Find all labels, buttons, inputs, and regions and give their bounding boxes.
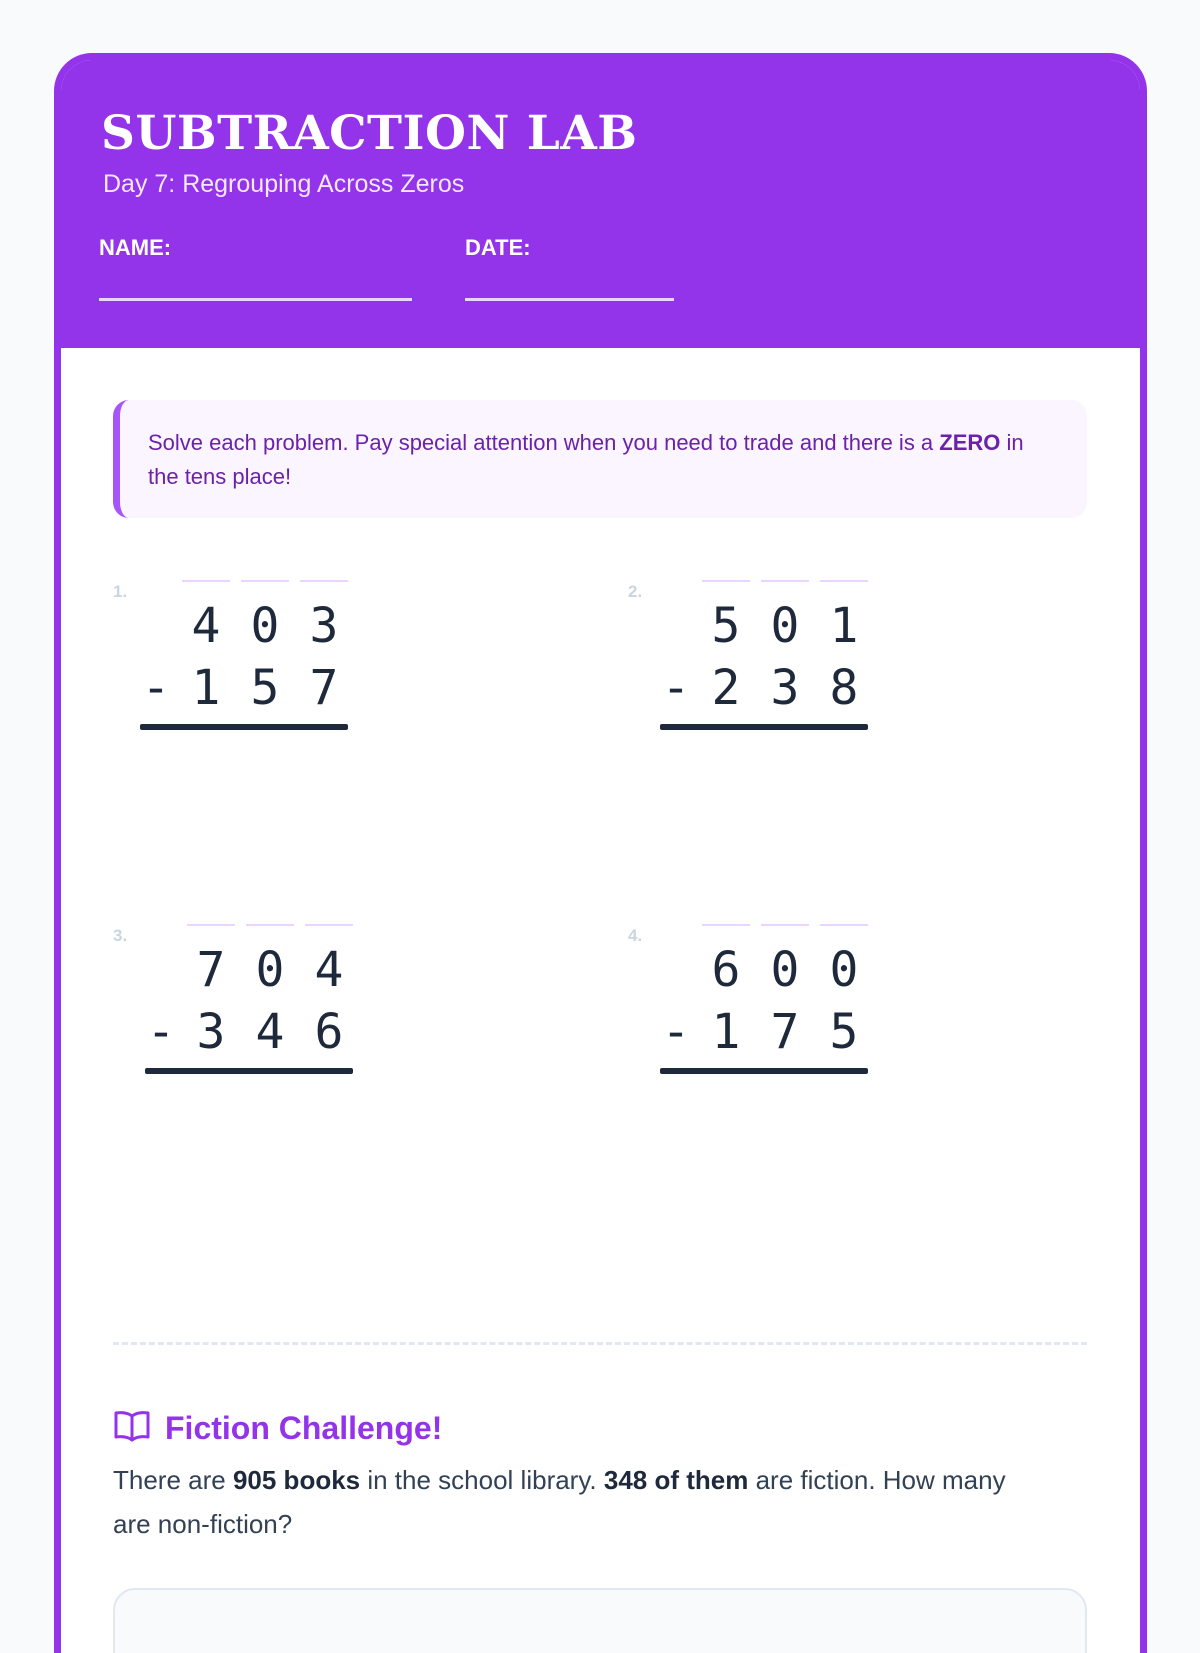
subtrahend-digit: 5 bbox=[829, 1004, 859, 1060]
problem-3 bbox=[113, 924, 413, 1124]
page-subtitle: Day 7: Regrouping Across Zeros bbox=[103, 170, 465, 198]
name-field[interactable] bbox=[99, 298, 412, 301]
story-text: in the school library. bbox=[360, 1465, 604, 1495]
story-emphasis: 348 of them bbox=[603, 1465, 749, 1495]
page-title: SUBTRACTION LAB bbox=[101, 106, 638, 161]
answer-line bbox=[140, 724, 348, 730]
story-emphasis: 905 books bbox=[232, 1465, 361, 1495]
minuend-digit: 1 bbox=[829, 598, 859, 654]
minuend-digit: 0 bbox=[250, 598, 280, 654]
carry-box[interactable] bbox=[182, 580, 230, 582]
minuend-digit: 7 bbox=[196, 942, 226, 998]
problem-2 bbox=[628, 580, 928, 780]
challenge-title: Fiction Challenge! bbox=[165, 1409, 443, 1446]
minus-sign: - bbox=[146, 1004, 176, 1060]
subtrahend-digit: 6 bbox=[314, 1004, 344, 1060]
minuend-digit: 0 bbox=[770, 598, 800, 654]
minuend-digit: 4 bbox=[191, 598, 221, 654]
minuend-digit: 4 bbox=[314, 942, 344, 998]
section-divider bbox=[113, 1342, 1087, 1345]
problem-number: 4. bbox=[628, 926, 643, 945]
problem-number: 3. bbox=[113, 926, 128, 945]
carry-box[interactable] bbox=[305, 924, 353, 926]
problem-1 bbox=[113, 580, 413, 780]
date-label: DATE: bbox=[465, 235, 531, 260]
challenge-heading bbox=[113, 1408, 442, 1448]
instructions-text: Solve each problem. Pay special attention when you need to trade and there is a bbox=[148, 430, 940, 455]
minuend-digit: 5 bbox=[711, 598, 741, 654]
minus-sign: - bbox=[661, 660, 691, 716]
worksheet-header bbox=[61, 60, 1140, 348]
worksheet-body bbox=[61, 348, 1140, 1653]
name-label: NAME: bbox=[99, 235, 172, 260]
subtrahend-digit: 2 bbox=[711, 660, 741, 716]
minuend-digit: 0 bbox=[770, 942, 800, 998]
carry-box[interactable] bbox=[761, 580, 809, 582]
carry-box[interactable] bbox=[820, 924, 868, 926]
carry-box[interactable] bbox=[241, 580, 289, 582]
minus-sign: - bbox=[141, 660, 171, 716]
subtrahend-digit: 4 bbox=[255, 1004, 285, 1060]
minuend-digit: 6 bbox=[711, 942, 741, 998]
minuend-digit: 0 bbox=[255, 942, 285, 998]
work-area[interactable] bbox=[113, 1588, 1087, 1653]
story-text: are fiction. How many are non-fiction? bbox=[113, 1465, 1006, 1539]
problem-number: 2. bbox=[628, 582, 643, 601]
carry-box[interactable] bbox=[300, 580, 348, 582]
carry-box[interactable] bbox=[187, 924, 235, 926]
minuend-digit: 3 bbox=[309, 598, 339, 654]
date-field[interactable] bbox=[465, 298, 674, 301]
minuend-digit: 0 bbox=[829, 942, 859, 998]
answer-line bbox=[660, 724, 868, 730]
subtrahend-digit: 1 bbox=[711, 1004, 741, 1060]
carry-box[interactable] bbox=[702, 924, 750, 926]
open-book-icon bbox=[113, 1409, 151, 1448]
subtrahend-digit: 5 bbox=[250, 660, 280, 716]
subtrahend-digit: 7 bbox=[309, 660, 339, 716]
subtrahend-digit: 7 bbox=[770, 1004, 800, 1060]
problem-number: 1. bbox=[113, 582, 128, 601]
story-text: There are bbox=[113, 1465, 233, 1495]
subtrahend-digit: 3 bbox=[196, 1004, 226, 1060]
minus-sign: - bbox=[661, 1004, 691, 1060]
instructions-box bbox=[113, 400, 1087, 518]
answer-line bbox=[660, 1068, 868, 1074]
carry-box[interactable] bbox=[246, 924, 294, 926]
subtrahend-digit: 8 bbox=[829, 660, 859, 716]
subtrahend-digit: 3 bbox=[770, 660, 800, 716]
problem-4 bbox=[628, 924, 928, 1124]
carry-box[interactable] bbox=[820, 580, 868, 582]
answer-line bbox=[145, 1068, 353, 1074]
instructions-emphasis: ZERO bbox=[939, 430, 1001, 455]
worksheet-card bbox=[54, 53, 1147, 1653]
carry-box[interactable] bbox=[702, 580, 750, 582]
subtrahend-digit: 1 bbox=[191, 660, 221, 716]
word-problem-text bbox=[113, 1458, 1043, 1546]
instructions-text-end: in the tens place! bbox=[148, 430, 1024, 489]
carry-box[interactable] bbox=[761, 924, 809, 926]
